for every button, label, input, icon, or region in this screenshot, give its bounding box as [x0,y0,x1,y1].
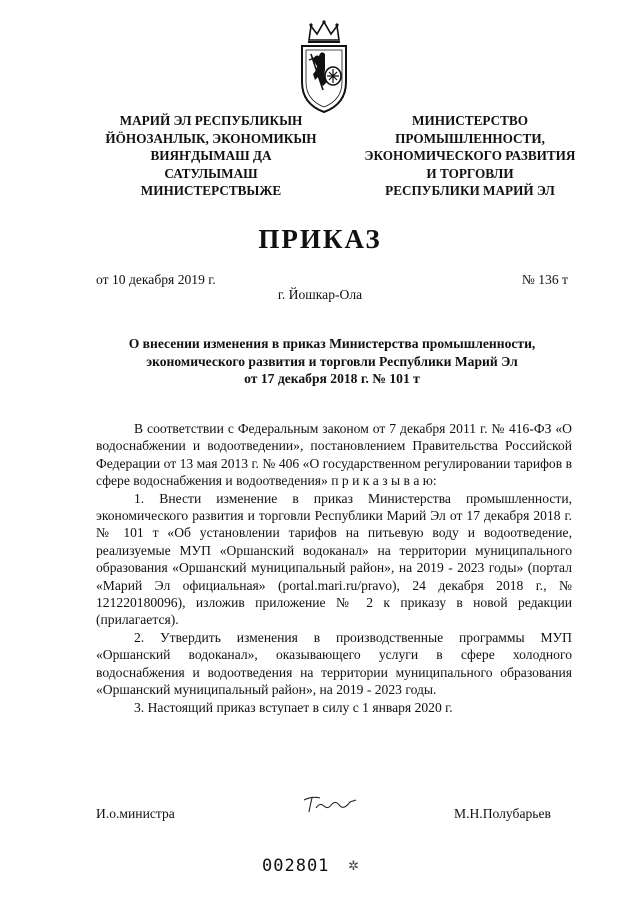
paragraph-item-1: 1. Внести изменение в приказ Министерства промышленности, экономического развития и торговли Республики Марий Эл от 17 декабря 2018 г. № 101 т «Об установлении тарифов на питьевую воду и водоотведение, реализуемые МУП «Оршанский водоканал» на территории муниципального образования «Оршанский муниципальный район», на 2019 - 2023 годы» (портал «Марий Эл официальная» (portal.mari.ru/pravo), 24 декабря 2018 г., № 121220180096), изложив приложение № 2 к приказу в новой редакции (прилагается). [96,490,572,628]
signatory-name: М.Н.Полубарьев [454,806,551,821]
handwritten-signature-icon [300,790,360,816]
order-number: № 136 т [521,272,568,287]
mari-el-coat-of-arms-icon [297,20,351,116]
document-title: ПРИКАЗ [258,224,382,254]
header-left-mari: МАРИЙ ЭЛ РЕСПУБЛИКЫН ЙÖНОЗАНЛЫК, ЭКОНОМИКЫН ВИЯҤДЫМАШ ДА САТУЛЫМАШ МИНИСТЕРСТВЫЖЕ [105,113,317,198]
header-right-russian: МИНИСТЕРСТВО ПРОМЫШЛЕННОСТИ, ЭКОНОМИЧЕСКОГО РАЗВИТИЯ И ТОРГОВЛИ РЕСПУБЛИКИ МАРИЙ ЭЛ [364,113,576,198]
order-subject: О внесении изменения в приказ Министерства промышленности, экономического развития и торговли Республики Марий Эл от 17 декабря 2018 г. № 101 т [128,336,536,386]
order-date: от 10 декабря 2019 г. [96,272,216,287]
paragraph-preamble: В соответствии с Федеральным законом от 7 декабря 2011 г. № 416-ФЗ «О водоснабжении и водоотведении», постановлением Правительства Российской Федерации от 13 мая 2013 г. № 406 «О государственном регулировании тарифов в сфере водоснабжения и водоотведения» п р и к а з ы в а ю: [96,421,572,489]
order-city: г. Йошкар-Ола [277,287,363,302]
signatory-role: И.о.министра [96,806,175,821]
order-body [96,420,572,716]
serial-number: 002801 [262,856,330,876]
paragraph-item-3: 3. Настоящий приказ вступает в силу с 1 января 2020 г. [134,699,453,715]
asterisk-mark-icon: ✲ [348,858,359,873]
paragraph-item-2: 2. Утвердить изменения в производственные программы МУП «Оршанский водоканал», оказывающего услуги в сфере холодного водоснабжения и водоотведения на территории муниципального образования «Оршанский муниципальный район», на 2019 - 2023 годы. [96,629,572,698]
